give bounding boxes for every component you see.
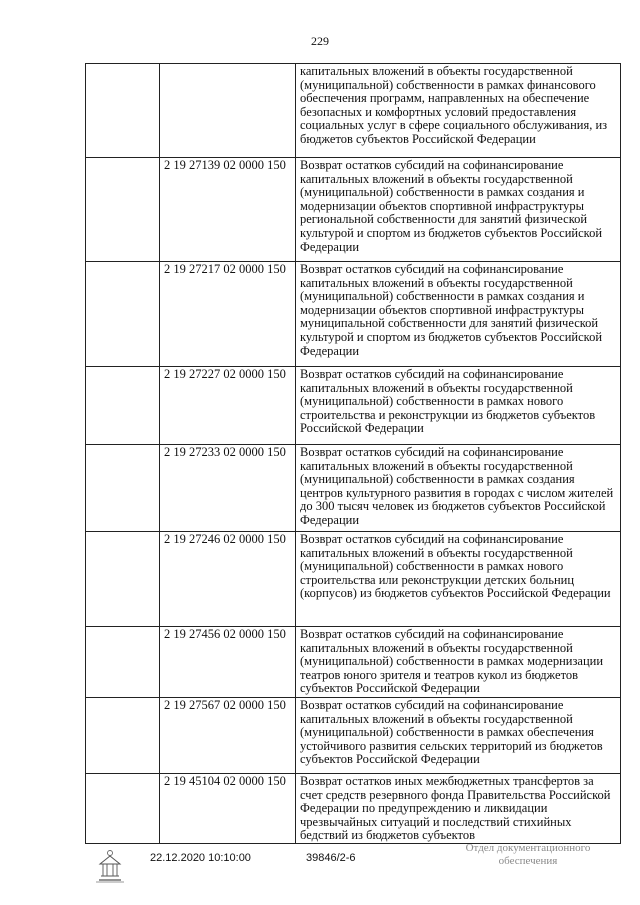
description-cell: Возврат остатков субсидий на софинансирование капитальных вложений в объекты государственной (муниципальной) собственности в рамках нового строительства или реконструкции детских больниц (корпусов) из бюджетов субъектов Российской Федерации [296,532,621,627]
footer-date: 22.12.2020 10:10:00 [150,852,251,864]
budget-code-cell: 2 19 27227 02 0000 150 [160,367,296,445]
table-row [86,774,621,844]
department-stamp [448,842,608,868]
empty-cell [86,698,160,774]
table-row [86,532,621,627]
empty-cell [86,158,160,262]
stamp-line-1: Отдел документационного [465,842,591,854]
budget-code-cell: 2 19 27567 02 0000 150 [160,698,296,774]
budget-code-cell: 2 19 45104 02 0000 150 [160,774,296,844]
budget-code-cell: 2 19 27456 02 0000 150 [160,627,296,698]
empty-cell [86,532,160,627]
description-cell: Возврат остатков субсидий на софинансирование капитальных вложений в объекты государственной (муниципальной) собственности в рамках обеспечения устойчивого развития сельских территорий из бюджетов субъектов Российской Федерации [296,698,621,774]
emblem-icon [93,846,127,884]
description-cell: капитальных вложений в объекты государственной (муниципальной) собственности в рамках финансового обеспечения программ, направленных на обеспечение безопасных и комфортных условий предоставления социальных услуг в сфере социального обслуживания, из бюджетов субъектов Российской Федерации [296,64,621,158]
table-row [86,262,621,367]
budget-code-cell: 2 19 27233 02 0000 150 [160,445,296,532]
empty-cell [86,627,160,698]
description-cell: Возврат остатков субсидий на софинансирование капитальных вложений в объекты государственной (муниципальной) собственности в рамках нового строительства и реконструкции из бюджетов субъектов Российской Федерации [296,367,621,445]
empty-cell [86,445,160,532]
empty-cell [86,774,160,844]
table-row [86,367,621,445]
page-number: 229 [311,34,329,48]
table-row [86,698,621,774]
table-row [86,627,621,698]
stamp-line-2: обеспечения [498,855,558,867]
budget-code-cell: 2 19 27139 02 0000 150 [160,158,296,262]
table-row [86,64,621,158]
footer-document-code: 39846/2-6 [306,852,356,864]
budget-code-cell [160,64,296,158]
description-cell: Возврат остатков субсидий на софинансирование капитальных вложений в объекты государственной (муниципальной) собственности в рамках создания и модернизации объектов спортивной инфраструктуры региональной собственности для занятий физической культурой и спортом из бюджетов субъектов Российской Федерации [296,158,621,262]
table-row [86,158,621,262]
table-row [86,445,621,532]
empty-cell [86,262,160,367]
budget-code-cell: 2 19 27217 02 0000 150 [160,262,296,367]
empty-cell [86,367,160,445]
description-cell: Возврат остатков субсидий на софинансирование капитальных вложений в объекты государственной (муниципальной) собственности в рамках создания и модернизации объектов спортивной инфраструктуры муниципальной собственности для занятий физической культурой и спортом из бюджетов субъектов Российской Федерации [296,262,621,367]
description-cell: Возврат остатков субсидий на софинансирование капитальных вложений в объекты государственной (муниципальной) собственности в рамках создания центров культурного развития в городах с числом жителей до 300 тысяч человек из бюджетов субъектов Российской Федерации [296,445,621,532]
budget-code-cell: 2 19 27246 02 0000 150 [160,532,296,627]
empty-cell [86,64,160,158]
classification-table [85,63,621,844]
description-cell: Возврат остатков субсидий на софинансирование капитальных вложений в объекты государственной (муниципальной) собственности в рамках модернизации театров юного зрителя и театров кукол из бюджетов субъектов Российской Федерации [296,627,621,698]
description-cell: Возврат остатков иных межбюджетных трансфертов за счет средств резервного фонда Правительства Российской Федерации по предупреждению и ликвидации чрезвычайных ситуаций и последствий стихийных бедствий из бюджетов субъектов [296,774,621,844]
